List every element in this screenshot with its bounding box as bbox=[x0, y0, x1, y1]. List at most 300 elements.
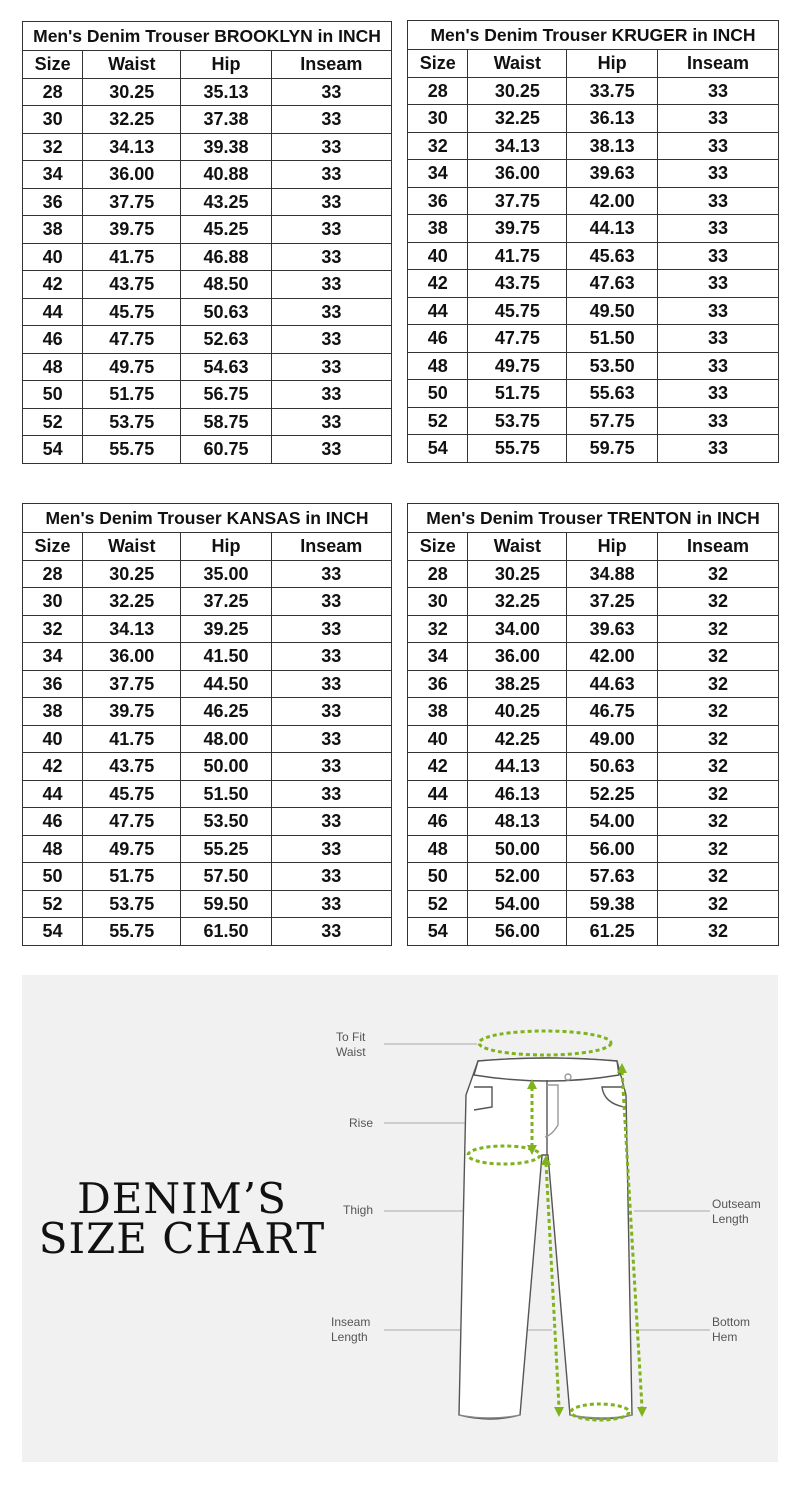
cell-size: 54 bbox=[23, 918, 83, 946]
cell-inseam: 33 bbox=[657, 407, 778, 435]
table-row bbox=[408, 77, 779, 105]
cell-waist: 32.25 bbox=[468, 105, 567, 133]
cell-waist: 40.25 bbox=[468, 698, 567, 726]
cell-waist: 43.75 bbox=[468, 270, 567, 298]
column-header-waist: Waist bbox=[468, 533, 567, 561]
cell-hip: 54.00 bbox=[567, 808, 658, 836]
cell-size: 36 bbox=[408, 187, 468, 215]
cell-waist: 42.25 bbox=[468, 725, 567, 753]
cell-inseam: 32 bbox=[657, 835, 778, 863]
cell-inseam: 33 bbox=[657, 132, 778, 160]
cell-size: 54 bbox=[23, 436, 83, 464]
cell-inseam: 33 bbox=[657, 297, 778, 325]
table-row bbox=[408, 132, 779, 160]
table-row bbox=[23, 890, 392, 918]
cell-hip: 46.75 bbox=[567, 698, 658, 726]
cell-waist: 34.13 bbox=[83, 615, 181, 643]
cell-waist: 43.75 bbox=[83, 753, 181, 781]
cell-inseam: 33 bbox=[271, 808, 391, 836]
table-title: Men's Denim Trouser BROOKLYN in INCH bbox=[23, 22, 392, 51]
label-inseam-length bbox=[331, 1315, 370, 1345]
cell-size: 32 bbox=[408, 132, 468, 160]
table-title: Men's Denim Trouser KRUGER in INCH bbox=[408, 21, 779, 50]
column-header-inseam: Inseam bbox=[271, 533, 391, 561]
diagram-title-line1: DENIM’S bbox=[77, 1174, 287, 1223]
cell-size: 48 bbox=[23, 353, 83, 381]
cell-inseam: 33 bbox=[271, 133, 391, 161]
jeans-illustration bbox=[22, 975, 778, 1462]
table-row bbox=[408, 242, 779, 270]
cell-inseam: 33 bbox=[271, 408, 391, 436]
cell-hip: 39.63 bbox=[567, 160, 658, 188]
label-line: Inseam bbox=[331, 1315, 371, 1329]
outseam-arrow-down-icon bbox=[637, 1407, 647, 1417]
column-header-size: Size bbox=[23, 51, 83, 79]
cell-waist: 34.13 bbox=[83, 133, 181, 161]
table-row bbox=[23, 243, 392, 271]
label-line: Length bbox=[712, 1212, 749, 1226]
cell-inseam: 32 bbox=[657, 588, 778, 616]
cell-size: 48 bbox=[23, 835, 83, 863]
column-header-inseam: Inseam bbox=[657, 50, 778, 78]
table-row bbox=[408, 835, 779, 863]
table-row bbox=[408, 105, 779, 133]
table-row bbox=[23, 353, 392, 381]
cell-inseam: 33 bbox=[657, 77, 778, 105]
cell-hip: 45.25 bbox=[181, 216, 271, 244]
cell-hip: 60.75 bbox=[181, 436, 271, 464]
cell-inseam: 33 bbox=[271, 271, 391, 299]
cell-waist: 41.75 bbox=[468, 242, 567, 270]
cell-inseam: 32 bbox=[657, 890, 778, 918]
cell-size: 42 bbox=[408, 270, 468, 298]
table-row bbox=[408, 435, 779, 463]
cell-waist: 56.00 bbox=[468, 918, 567, 946]
cell-size: 38 bbox=[23, 216, 83, 244]
cell-size: 34 bbox=[23, 643, 83, 671]
table-row bbox=[408, 670, 779, 698]
cell-inseam: 33 bbox=[271, 106, 391, 134]
cell-waist: 53.75 bbox=[83, 890, 181, 918]
cell-inseam: 33 bbox=[271, 161, 391, 189]
cell-size: 34 bbox=[23, 161, 83, 189]
size-table-kruger bbox=[407, 20, 779, 463]
cell-hip: 51.50 bbox=[567, 325, 658, 353]
cell-waist: 51.75 bbox=[83, 381, 181, 409]
label-line: Hem bbox=[712, 1330, 738, 1344]
cell-size: 30 bbox=[23, 106, 83, 134]
cell-waist: 52.00 bbox=[468, 863, 567, 891]
label-thigh: Thigh bbox=[343, 1203, 374, 1217]
cell-hip: 46.25 bbox=[181, 698, 271, 726]
cell-inseam: 33 bbox=[657, 187, 778, 215]
cell-inseam: 33 bbox=[271, 753, 391, 781]
header-row bbox=[408, 50, 779, 78]
cell-hip: 34.88 bbox=[567, 560, 658, 588]
cell-inseam: 33 bbox=[271, 918, 391, 946]
table-row bbox=[408, 918, 779, 946]
cell-hip: 40.88 bbox=[181, 161, 271, 189]
header-row bbox=[408, 533, 779, 561]
cell-hip: 58.75 bbox=[181, 408, 271, 436]
cell-hip: 49.50 bbox=[567, 297, 658, 325]
table-row bbox=[23, 161, 392, 189]
label-bottom-hem bbox=[712, 1315, 750, 1345]
column-header-hip: Hip bbox=[181, 51, 271, 79]
table-row bbox=[23, 863, 392, 891]
cell-inseam: 33 bbox=[271, 188, 391, 216]
cell-hip: 45.63 bbox=[567, 242, 658, 270]
cell-hip: 37.25 bbox=[181, 588, 271, 616]
cell-hip: 57.75 bbox=[567, 407, 658, 435]
cell-hip: 37.38 bbox=[181, 106, 271, 134]
column-header-waist: Waist bbox=[83, 51, 181, 79]
cell-inseam: 33 bbox=[271, 615, 391, 643]
label-line: Waist bbox=[336, 1045, 366, 1059]
cell-size: 52 bbox=[408, 407, 468, 435]
cell-size: 50 bbox=[23, 863, 83, 891]
cell-waist: 39.75 bbox=[83, 216, 181, 244]
cell-waist: 47.75 bbox=[83, 808, 181, 836]
cell-waist: 30.25 bbox=[468, 77, 567, 105]
column-header-waist: Waist bbox=[468, 50, 567, 78]
header-row bbox=[23, 533, 392, 561]
cell-inseam: 32 bbox=[657, 725, 778, 753]
cell-inseam: 33 bbox=[271, 725, 391, 753]
table-row bbox=[23, 835, 392, 863]
cell-inseam: 32 bbox=[657, 780, 778, 808]
cell-inseam: 33 bbox=[271, 588, 391, 616]
cell-size: 40 bbox=[23, 725, 83, 753]
cell-size: 50 bbox=[408, 863, 468, 891]
cell-size: 50 bbox=[408, 380, 468, 408]
cell-hip: 50.00 bbox=[181, 753, 271, 781]
cell-hip: 55.25 bbox=[181, 835, 271, 863]
table-row bbox=[23, 808, 392, 836]
cell-inseam: 32 bbox=[657, 670, 778, 698]
cell-hip: 59.38 bbox=[567, 890, 658, 918]
column-header-inseam: Inseam bbox=[271, 51, 391, 79]
table-row bbox=[408, 560, 779, 588]
cell-inseam: 33 bbox=[657, 215, 778, 243]
cell-hip: 52.25 bbox=[567, 780, 658, 808]
table-row bbox=[408, 187, 779, 215]
cell-size: 30 bbox=[408, 588, 468, 616]
cell-waist: 34.13 bbox=[468, 132, 567, 160]
cell-waist: 32.25 bbox=[83, 106, 181, 134]
waist-measure-ellipse bbox=[479, 1031, 611, 1055]
table-row bbox=[23, 725, 392, 753]
cell-hip: 57.50 bbox=[181, 863, 271, 891]
cell-inseam: 33 bbox=[271, 560, 391, 588]
table-row bbox=[23, 588, 392, 616]
cell-waist: 41.75 bbox=[83, 243, 181, 271]
cell-waist: 44.13 bbox=[468, 753, 567, 781]
cell-waist: 37.75 bbox=[468, 187, 567, 215]
table-row bbox=[408, 808, 779, 836]
label-line: Bottom bbox=[712, 1315, 751, 1329]
cell-waist: 45.75 bbox=[83, 298, 181, 326]
cell-size: 28 bbox=[408, 77, 468, 105]
jeans-outline bbox=[459, 1058, 632, 1419]
cell-size: 46 bbox=[408, 808, 468, 836]
cell-inseam: 33 bbox=[657, 352, 778, 380]
cell-size: 44 bbox=[408, 780, 468, 808]
cell-hip: 53.50 bbox=[567, 352, 658, 380]
cell-size: 48 bbox=[408, 352, 468, 380]
cell-size: 36 bbox=[23, 188, 83, 216]
cell-inseam: 33 bbox=[271, 216, 391, 244]
cell-waist: 45.75 bbox=[83, 780, 181, 808]
cell-size: 28 bbox=[23, 78, 83, 106]
cell-hip: 41.50 bbox=[181, 643, 271, 671]
cell-size: 48 bbox=[408, 835, 468, 863]
cell-size: 42 bbox=[23, 753, 83, 781]
cell-size: 28 bbox=[23, 560, 83, 588]
table-row bbox=[408, 380, 779, 408]
cell-waist: 37.75 bbox=[83, 670, 181, 698]
cell-hip: 38.13 bbox=[567, 132, 658, 160]
table-row bbox=[408, 780, 779, 808]
cell-inseam: 33 bbox=[271, 643, 391, 671]
cell-waist: 36.00 bbox=[468, 643, 567, 671]
label-line: To Fit bbox=[336, 1030, 366, 1044]
cell-size: 44 bbox=[23, 780, 83, 808]
cell-hip: 53.50 bbox=[181, 808, 271, 836]
cell-hip: 39.25 bbox=[181, 615, 271, 643]
cell-hip: 42.00 bbox=[567, 187, 658, 215]
cell-hip: 51.50 bbox=[181, 780, 271, 808]
cell-waist: 37.75 bbox=[83, 188, 181, 216]
cell-waist: 32.25 bbox=[468, 588, 567, 616]
cell-hip: 52.63 bbox=[181, 326, 271, 354]
cell-waist: 36.00 bbox=[83, 643, 181, 671]
cell-hip: 59.75 bbox=[567, 435, 658, 463]
column-header-size: Size bbox=[408, 533, 468, 561]
cell-inseam: 32 bbox=[657, 808, 778, 836]
cell-inseam: 33 bbox=[271, 381, 391, 409]
cell-size: 44 bbox=[23, 298, 83, 326]
cell-waist: 30.25 bbox=[83, 78, 181, 106]
cell-waist: 48.13 bbox=[468, 808, 567, 836]
cell-inseam: 32 bbox=[657, 753, 778, 781]
cell-waist: 49.75 bbox=[83, 835, 181, 863]
cell-size: 32 bbox=[23, 615, 83, 643]
cell-hip: 50.63 bbox=[181, 298, 271, 326]
table-row bbox=[23, 698, 392, 726]
cell-size: 46 bbox=[408, 325, 468, 353]
size-table-trenton bbox=[407, 503, 779, 946]
column-header-hip: Hip bbox=[181, 533, 271, 561]
table-row bbox=[408, 160, 779, 188]
table-row bbox=[23, 298, 392, 326]
cell-waist: 38.25 bbox=[468, 670, 567, 698]
table-row bbox=[408, 698, 779, 726]
cell-inseam: 33 bbox=[657, 325, 778, 353]
cell-waist: 30.25 bbox=[83, 560, 181, 588]
column-header-hip: Hip bbox=[567, 533, 658, 561]
cell-hip: 44.13 bbox=[567, 215, 658, 243]
label-line: Outseam bbox=[712, 1197, 761, 1211]
table-row bbox=[23, 106, 392, 134]
cell-size: 30 bbox=[23, 588, 83, 616]
cell-size: 38 bbox=[408, 698, 468, 726]
table-row bbox=[23, 753, 392, 781]
cell-waist: 36.00 bbox=[468, 160, 567, 188]
cell-inseam: 33 bbox=[657, 380, 778, 408]
cell-inseam: 33 bbox=[271, 243, 391, 271]
cell-size: 32 bbox=[23, 133, 83, 161]
cell-size: 52 bbox=[23, 408, 83, 436]
table-row bbox=[23, 643, 392, 671]
cell-hip: 39.63 bbox=[567, 615, 658, 643]
cell-inseam: 33 bbox=[271, 780, 391, 808]
cell-size: 54 bbox=[408, 435, 468, 463]
cell-size: 38 bbox=[23, 698, 83, 726]
cell-waist: 45.75 bbox=[468, 297, 567, 325]
cell-inseam: 32 bbox=[657, 863, 778, 891]
cell-inseam: 33 bbox=[271, 353, 391, 381]
cell-size: 34 bbox=[408, 160, 468, 188]
cell-hip: 39.38 bbox=[181, 133, 271, 161]
cell-inseam: 33 bbox=[271, 670, 391, 698]
cell-hip: 50.63 bbox=[567, 753, 658, 781]
column-header-waist: Waist bbox=[83, 533, 181, 561]
table-row bbox=[408, 615, 779, 643]
cell-hip: 36.13 bbox=[567, 105, 658, 133]
cell-hip: 61.50 bbox=[181, 918, 271, 946]
cell-size: 46 bbox=[23, 326, 83, 354]
cell-waist: 34.00 bbox=[468, 615, 567, 643]
table-row bbox=[23, 670, 392, 698]
column-header-hip: Hip bbox=[567, 50, 658, 78]
header-row bbox=[23, 51, 392, 79]
cell-hip: 49.00 bbox=[567, 725, 658, 753]
cell-waist: 53.75 bbox=[468, 407, 567, 435]
cell-hip: 48.50 bbox=[181, 271, 271, 299]
cell-size: 42 bbox=[408, 753, 468, 781]
table-row bbox=[23, 615, 392, 643]
cell-hip: 56.75 bbox=[181, 381, 271, 409]
table-row bbox=[23, 216, 392, 244]
table-row bbox=[23, 408, 392, 436]
cell-size: 40 bbox=[408, 725, 468, 753]
cell-inseam: 33 bbox=[271, 698, 391, 726]
table-row bbox=[23, 436, 392, 464]
table-row bbox=[23, 188, 392, 216]
cell-inseam: 33 bbox=[271, 890, 391, 918]
size-table-kansas bbox=[22, 503, 392, 946]
table-row bbox=[408, 297, 779, 325]
table-row bbox=[23, 326, 392, 354]
cell-waist: 39.75 bbox=[468, 215, 567, 243]
table-row bbox=[408, 588, 779, 616]
cell-hip: 46.88 bbox=[181, 243, 271, 271]
table-row bbox=[408, 407, 779, 435]
cell-waist: 43.75 bbox=[83, 271, 181, 299]
cell-size: 44 bbox=[408, 297, 468, 325]
cell-inseam: 33 bbox=[271, 863, 391, 891]
cell-size: 36 bbox=[23, 670, 83, 698]
cell-waist: 55.75 bbox=[83, 436, 181, 464]
cell-size: 38 bbox=[408, 215, 468, 243]
cell-waist: 55.75 bbox=[468, 435, 567, 463]
cell-hip: 37.25 bbox=[567, 588, 658, 616]
cell-size: 54 bbox=[408, 918, 468, 946]
table-row bbox=[23, 133, 392, 161]
cell-size: 28 bbox=[408, 560, 468, 588]
cell-waist: 51.75 bbox=[83, 863, 181, 891]
cell-hip: 42.00 bbox=[567, 643, 658, 671]
cell-inseam: 32 bbox=[657, 615, 778, 643]
table-row bbox=[408, 215, 779, 243]
table-row bbox=[23, 271, 392, 299]
cell-inseam: 32 bbox=[657, 560, 778, 588]
table-row bbox=[23, 560, 392, 588]
cell-inseam: 33 bbox=[271, 298, 391, 326]
cell-size: 52 bbox=[408, 890, 468, 918]
cell-inseam: 33 bbox=[271, 835, 391, 863]
cell-hip: 44.50 bbox=[181, 670, 271, 698]
cell-waist: 53.75 bbox=[83, 408, 181, 436]
column-header-size: Size bbox=[23, 533, 83, 561]
column-header-inseam: Inseam bbox=[657, 533, 778, 561]
cell-waist: 47.75 bbox=[83, 326, 181, 354]
label-to-fit-waist bbox=[336, 1030, 366, 1060]
cell-size: 34 bbox=[408, 643, 468, 671]
cell-inseam: 32 bbox=[657, 698, 778, 726]
table-row bbox=[408, 863, 779, 891]
measurement-diagram-panel bbox=[22, 975, 778, 1462]
cell-waist: 54.00 bbox=[468, 890, 567, 918]
cell-hip: 43.25 bbox=[181, 188, 271, 216]
cell-inseam: 33 bbox=[271, 436, 391, 464]
cell-inseam: 33 bbox=[271, 78, 391, 106]
cell-waist: 46.13 bbox=[468, 780, 567, 808]
cell-hip: 44.63 bbox=[567, 670, 658, 698]
size-table-brooklyn bbox=[22, 21, 392, 464]
table-title: Men's Denim Trouser TRENTON in INCH bbox=[408, 504, 779, 533]
table-row bbox=[408, 643, 779, 671]
cell-hip: 61.25 bbox=[567, 918, 658, 946]
cell-size: 30 bbox=[408, 105, 468, 133]
cell-inseam: 32 bbox=[657, 643, 778, 671]
cell-waist: 47.75 bbox=[468, 325, 567, 353]
table-row bbox=[408, 753, 779, 781]
cell-waist: 55.75 bbox=[83, 918, 181, 946]
cell-hip: 59.50 bbox=[181, 890, 271, 918]
cell-hip: 56.00 bbox=[567, 835, 658, 863]
table-row bbox=[408, 890, 779, 918]
cell-hip: 57.63 bbox=[567, 863, 658, 891]
cell-waist: 49.75 bbox=[468, 352, 567, 380]
cell-waist: 32.25 bbox=[83, 588, 181, 616]
cell-inseam: 32 bbox=[657, 918, 778, 946]
cell-waist: 39.75 bbox=[83, 698, 181, 726]
table-row bbox=[408, 725, 779, 753]
cell-waist: 51.75 bbox=[468, 380, 567, 408]
cell-inseam: 33 bbox=[657, 105, 778, 133]
cell-size: 42 bbox=[23, 271, 83, 299]
label-rise: Rise bbox=[349, 1116, 374, 1130]
cell-waist: 41.75 bbox=[83, 725, 181, 753]
cell-inseam: 33 bbox=[657, 435, 778, 463]
cell-waist: 50.00 bbox=[468, 835, 567, 863]
cell-size: 50 bbox=[23, 381, 83, 409]
cell-size: 40 bbox=[408, 242, 468, 270]
cell-hip: 55.63 bbox=[567, 380, 658, 408]
cell-inseam: 33 bbox=[657, 160, 778, 188]
